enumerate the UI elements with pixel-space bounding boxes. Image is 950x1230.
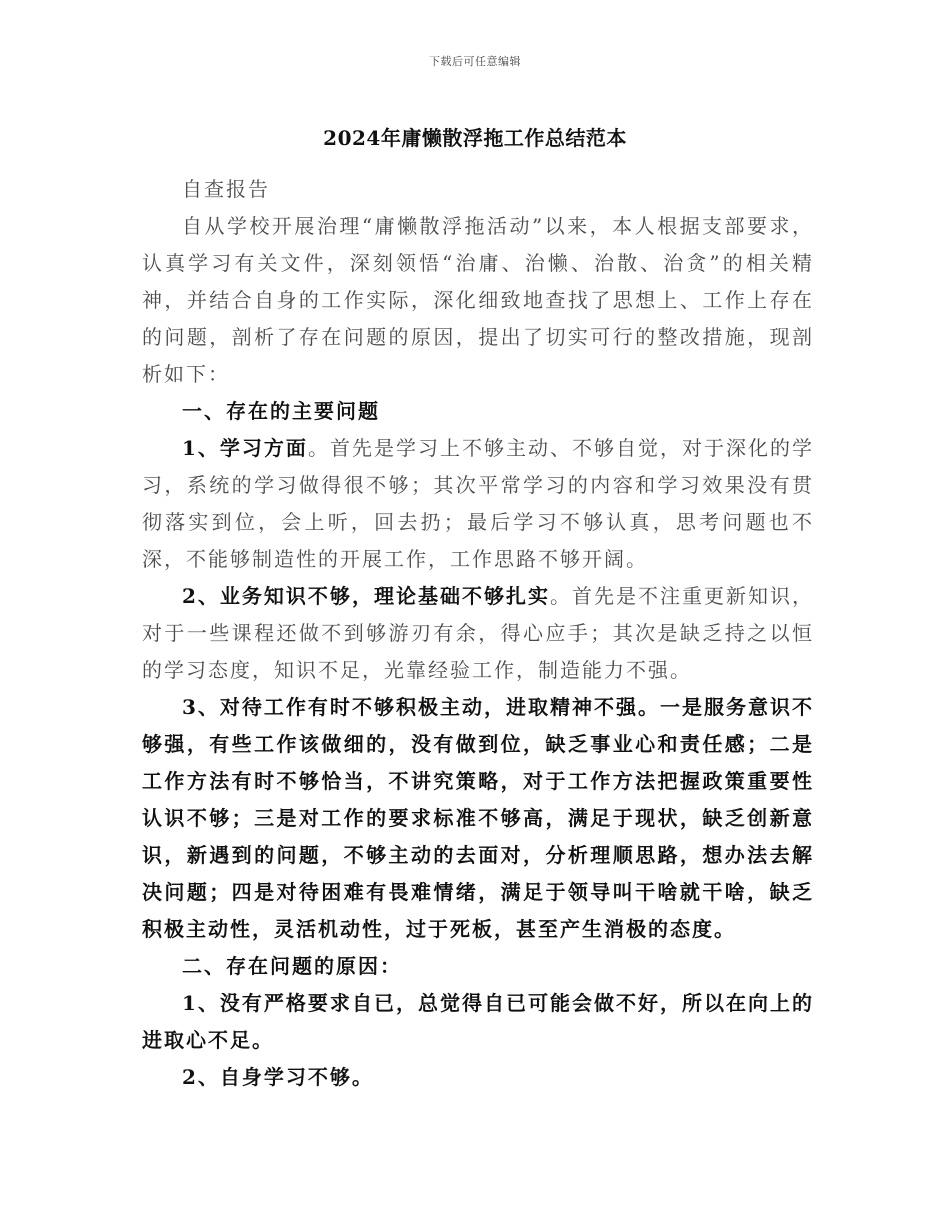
- paragraph-self-check: 自查报告: [182, 177, 270, 201]
- heading-problem-causes: 二、存在问题的原因：: [182, 954, 402, 978]
- page-header-note: 下载后可任意编辑: [429, 55, 521, 68]
- paragraph-intro: 自从学校开展治理“庸懒散浮拖活动”以来，本人根据支部要求，认真学习有关文件，深刻领悟“治庸、治懒、治散、治贪”的相关精神，并结合自身的工作实际，深化细致地查找了思想上、工作上存在的问题，剖析了存在问题的原因，提出了切实可行的整改措施，现剖析如下：: [142, 214, 814, 386]
- paragraph-cause-1: 1、没有严格要求自已，总觉得自已可能会做不好，所以在向上的进取心不足。: [142, 991, 814, 1052]
- paragraph-work-attitude: 3、对待工作有时不够积极主动，进取精神不强。一是服务意识不够强，有些工作该做细的，没有做到位，缺乏事业心和责任感；二是工作方法有时不够恰当，不讲究策略，对于工作方法把握政策重要性认识不够；三是对工作的要求标准不够高，满足于现状，缺乏创新意识，新遇到的问题，不够主动的去面对，分析理顺思路，想办法去解决问题；四是对待困难有畏难情绪，满足于领导叫干啥就干啥，缺乏积极主动性，灵活机动性，过于死板，甚至产生消极的态度。: [142, 695, 814, 941]
- study-aspect-body: 。首先是学习上不够主动、不够自觉，对于深化的学习，系统的学习做得很不够；其次平常学习的内容和学习效果没有贯彻落实到位，会上听，回去扔；最后学习不够认真，思考问题也不深，不能够制造性的开展工作，工作思路不够开阔。: [142, 436, 814, 571]
- paragraph-study-aspect: [142, 430, 814, 578]
- study-aspect-lead: 1、学习方面: [182, 436, 308, 460]
- heading-main-problems: 一、存在的主要问题: [182, 399, 380, 423]
- business-knowledge-lead: 2、业务知识不够，理论基础不够扎实: [182, 584, 550, 608]
- document-title: 2024年庸懒散浮拖工作总结范本: [323, 126, 627, 150]
- business-knowledge-body: 。首先是不注重更新知识，对于一些课程还做不到够游刃有余，得心应手；其次是缺乏持之以恒的学习态度，知识不足，光靠经验工作，制造能力不强。: [142, 584, 814, 682]
- paragraph-business-knowledge: [142, 578, 814, 689]
- document-body: [142, 171, 814, 1096]
- paragraph-cause-2: 2、自身学习不够。: [182, 1065, 374, 1089]
